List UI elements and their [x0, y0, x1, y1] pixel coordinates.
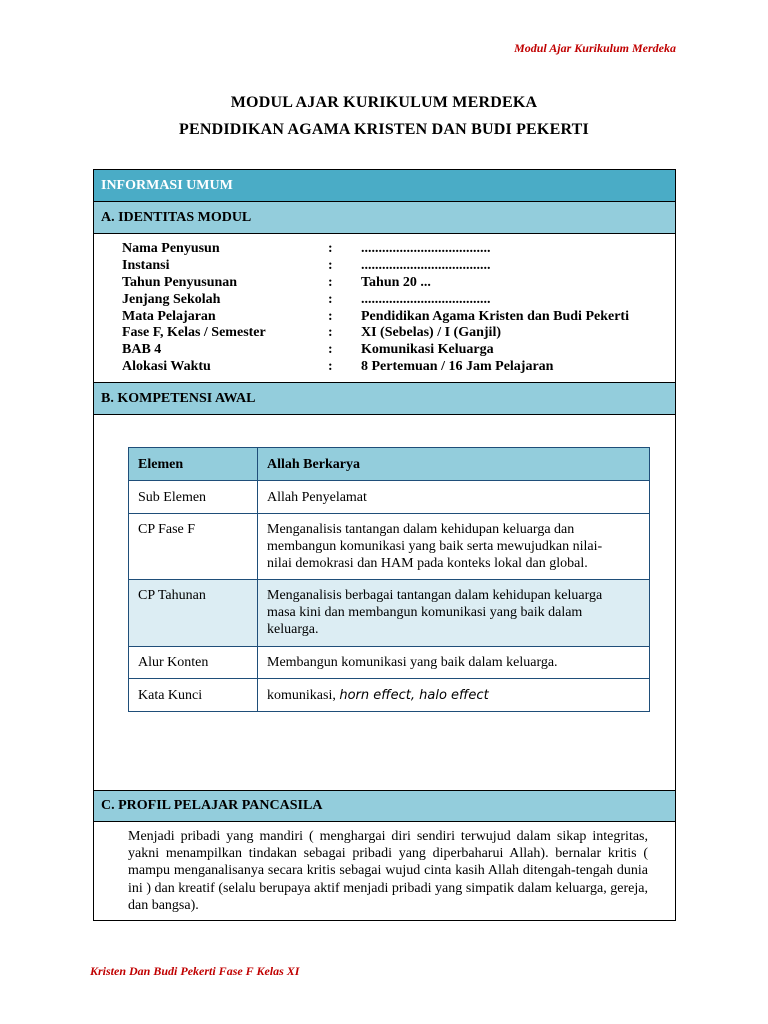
- identitas-value: Pendidikan Agama Kristen dan Budi Pekerti: [361, 308, 629, 324]
- profil-paragraph: Menjadi pribadi yang mandiri ( menghargai diri sendiri terwujud dalam sikap integritas, yakni menampilkan tindakan sebagai pribadi yang diperbaharui Allah). bernalar kritis ( mampu menganalisanya secara kritis sebagai wujud cinta kasih Allah ditengah-tengah dunia ini ) dan kreatif (selalu berupaya aktif menjadi pribadi yang simpatik dalam keluarga, gereja, dan bangsa).: [128, 829, 648, 913]
- row-label: Kata Kunci: [129, 679, 258, 712]
- row-label: CP Tahunan: [129, 580, 258, 647]
- identitas-colon: :: [328, 308, 333, 324]
- identitas-value: 8 Pertemuan / 16 Jam Pelajaran: [361, 359, 554, 375]
- identitas-value: XI (Sebelas) / I (Ganjil): [361, 325, 501, 341]
- identitas-colon: :: [328, 241, 333, 256]
- kompetensi-table: [128, 447, 650, 712]
- identitas-value: Komunikasi Keluarga: [361, 342, 494, 358]
- table-row: [129, 580, 650, 647]
- identitas-value: .....................................: [361, 257, 491, 273]
- identitas-label: Alokasi Waktu: [122, 359, 211, 375]
- row-label: Alur Konten: [129, 647, 258, 679]
- identitas-label: Tahun Penyusunan: [122, 274, 238, 290]
- table-row: [129, 514, 650, 580]
- row-line: Menganalisis berbagai tantangan dalam kehidupan keluarga: [267, 588, 603, 603]
- table-row: [129, 679, 650, 712]
- row-value: [258, 647, 650, 679]
- section-identitas-modul: A. IDENTITAS MODUL: [94, 202, 675, 234]
- running-footer: Kristen Dan Budi Pekerti Fase F Kelas XI: [90, 964, 300, 978]
- row-value: [258, 514, 650, 580]
- row-value: [258, 481, 650, 514]
- row-line: membangun komunikasi yang baik serta mewujudkan nilai-: [267, 539, 603, 554]
- table-header-value: Allah Berkarya: [258, 448, 650, 481]
- identitas-label: Instansi: [122, 257, 170, 273]
- row-value: [258, 679, 650, 712]
- identitas-value: .....................................: [361, 291, 491, 307]
- kata-kunci-plain: komunikasi,: [267, 687, 340, 703]
- identitas-colon: :: [328, 359, 333, 375]
- row-line: Membangun komunikasi yang baik dalam keluarga.: [267, 655, 558, 670]
- row-line: keluarga.: [267, 622, 319, 637]
- identitas-label: Jenjang Sekolah: [122, 291, 221, 307]
- row-line: masa kini dan membangun komunikasi yang baik dalam: [267, 605, 583, 620]
- document-subtitle: PENDIDIKAN AGAMA KRISTEN DAN BUDI PEKERTI: [179, 121, 589, 138]
- identitas-label: Mata Pelajaran: [122, 308, 216, 324]
- identitas-colon: :: [328, 342, 333, 358]
- section-kompetensi-awal: B. KOMPETENSI AWAL: [94, 382, 675, 415]
- table-header-row: [129, 448, 650, 481]
- section-profil-pelajar: C. PROFIL PELAJAR PANCASILA: [94, 790, 675, 822]
- identitas-label: Nama Penyusun: [122, 241, 220, 256]
- module-frame: [93, 169, 676, 921]
- identitas-colon: :: [328, 291, 333, 307]
- row-label: Sub Elemen: [129, 481, 258, 514]
- identitas-value: Tahun 20 ...: [361, 274, 431, 290]
- row-value: [258, 580, 650, 647]
- running-header: Modul Ajar Kurikulum Merdeka: [514, 41, 676, 55]
- identitas-colon: :: [328, 274, 333, 290]
- kata-kunci-italic: horn effect, halo effect: [339, 687, 489, 703]
- identitas-colon: :: [328, 257, 333, 273]
- section-informasi-umum: INFORMASI UMUM: [94, 170, 675, 202]
- identitas-value: .....................................: [361, 241, 491, 256]
- table-row: [129, 647, 650, 679]
- row-label: CP Fase F: [129, 514, 258, 580]
- table-row: [129, 481, 650, 514]
- identitas-label: BAB 4: [122, 342, 162, 358]
- identitas-label: Fase F, Kelas / Semester: [122, 325, 266, 341]
- identitas-colon: :: [328, 325, 333, 341]
- table-header-elemen: Elemen: [129, 448, 258, 481]
- row-line: Allah Penyelamat: [267, 489, 367, 505]
- row-line: nilai demokrasi dan HAM pada konteks lokal dan global.: [267, 556, 588, 571]
- document-title: MODUL AJAR KURIKULUM MERDEKA: [230, 94, 538, 111]
- row-line: Menganalisis tantangan dalam kehidupan keluarga dan: [267, 522, 575, 537]
